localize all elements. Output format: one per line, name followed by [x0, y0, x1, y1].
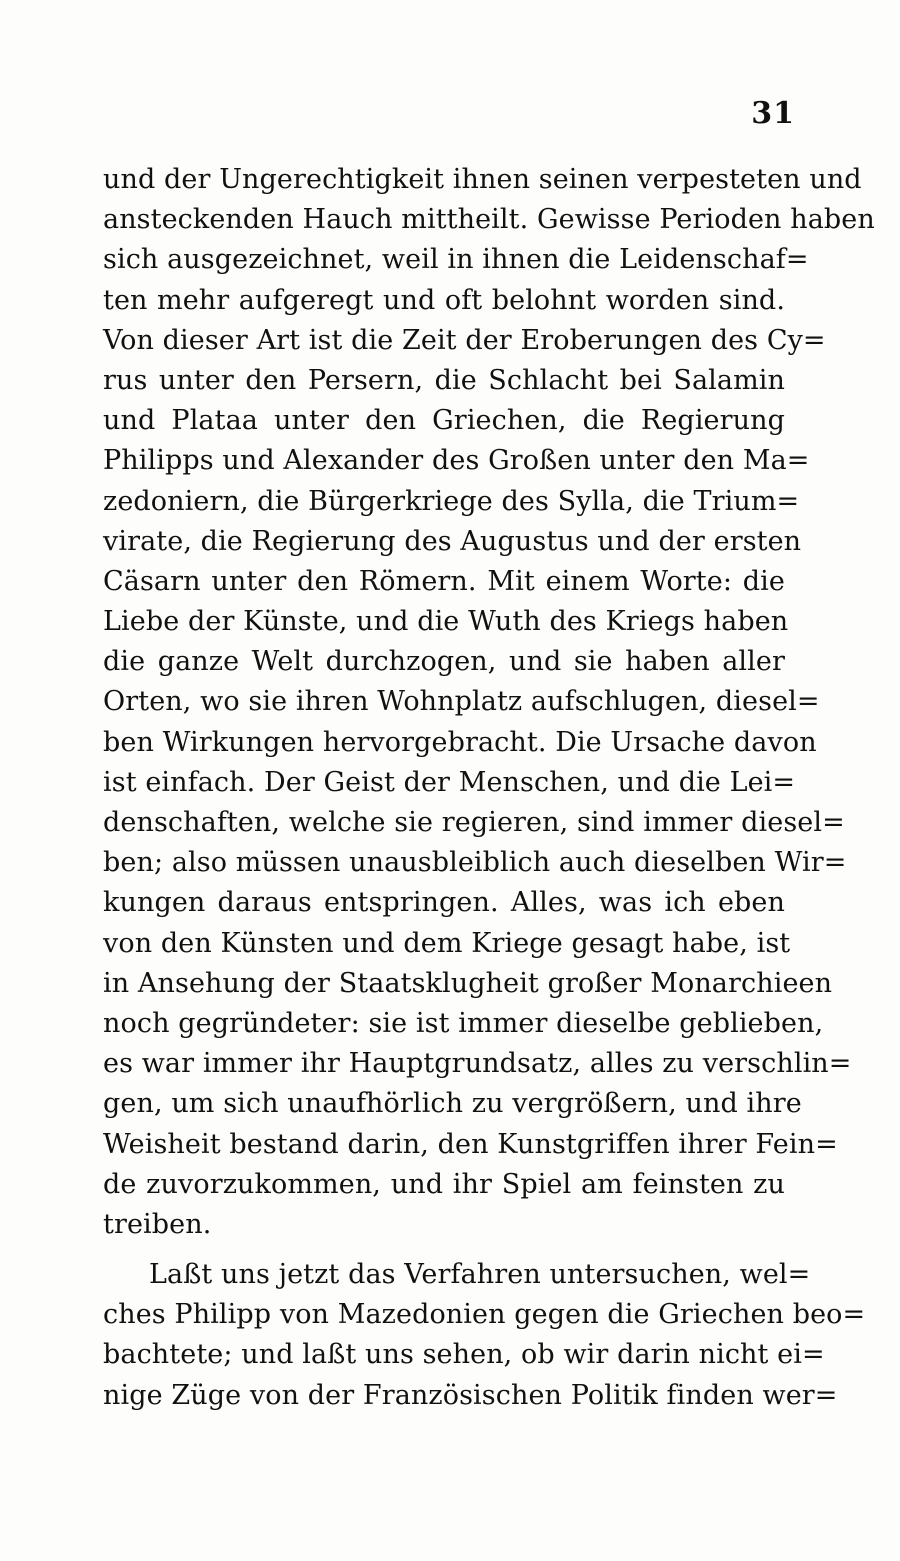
text-line: Philipps und Alexander des Großen unter den Ma= — [103, 445, 810, 477]
text-line: virate, die Regierung des Augustus und der ersten — [103, 525, 802, 557]
text-line: und Plataa unter den Griechen, die Regierung — [103, 405, 785, 437]
text-line: sich ausgezeichnet, weil in ihnen die Leidenschaf= — [103, 244, 809, 276]
text-line: es war immer ihr Hauptgrundsatz, alles zu verschlin= — [103, 1048, 852, 1080]
text-line: ben Wirkungen hervorgebracht. Die Ursache davon — [103, 726, 817, 758]
text-line: in Ansehung der Staatsklugheit großer Monarchieen — [103, 967, 833, 999]
text-line: Orten, wo sie ihren Wohnplatz aufschlugen, diesel= — [103, 686, 820, 718]
paragraph-2 — [103, 1255, 866, 1416]
body-text — [103, 160, 875, 1416]
text-line: Von dieser Art ist die Zeit der Eroberungen des Cy= — [103, 324, 826, 356]
text-line: ches Philipp von Mazedonien gegen die Griechen beo= — [103, 1299, 866, 1331]
text-line: ansteckenden Hauch mittheilt. Gewisse Perioden haben — [103, 204, 875, 236]
text-line: von den Künsten und dem Kriege gesagt habe, ist — [103, 927, 791, 959]
text-line: de zuvorzukommen, und ihr Spiel am feinsten zu — [103, 1168, 785, 1200]
text-line: noch gegründeter: sie ist immer dieselbe geblieben, — [103, 1007, 824, 1039]
text-line: ben; also müssen unausbleiblich auch dieselben Wir= — [103, 847, 847, 879]
paragraph-gap — [103, 1245, 785, 1255]
text-line: ist einfach. Der Geist der Menschen, und die Lei= — [103, 766, 796, 798]
text-line: Weisheit bestand darin, den Kunstgriffen ihrer Fein= — [103, 1128, 838, 1160]
text-line: Cäsarn unter den Römern. Mit einem Worte: die — [103, 565, 785, 597]
page-number: 31 — [751, 96, 795, 131]
text-line: rus unter den Persern, die Schlacht bei Salamin — [103, 364, 785, 396]
text-line: bachtete; und laßt uns sehen, ob wir darin nicht ei= — [103, 1339, 825, 1371]
text-line: denschaften, welche sie regieren, sind immer diesel= — [103, 807, 845, 838]
text-line: die ganze Welt durchzogen, und sie haben aller — [103, 646, 785, 678]
text-line: Liebe der Künste, und die Wuth des Kriegs haben — [103, 606, 789, 638]
text-line: kungen daraus entspringen. Alles, was ich eben — [103, 887, 785, 919]
text-line: treiben. — [103, 1208, 212, 1240]
text-line: zedoniern, die Bürgerkriege des Sylla, die Trium= — [103, 485, 800, 517]
text-line: nige Züge von der Französischen Politik finden wer= — [103, 1379, 838, 1411]
text-line: und der Ungerechtigkeit ihnen seinen verpesteten und — [103, 164, 862, 195]
text-line: gen, um sich unaufhörlich zu vergrößern, und ihre — [103, 1088, 802, 1120]
text-line: Laßt uns jetzt das Verfahren untersuchen, wel= — [149, 1259, 811, 1291]
paragraph-1 — [103, 160, 875, 1245]
text-line: ten mehr aufgeregt und oft belohnt worden sind. — [103, 284, 785, 316]
